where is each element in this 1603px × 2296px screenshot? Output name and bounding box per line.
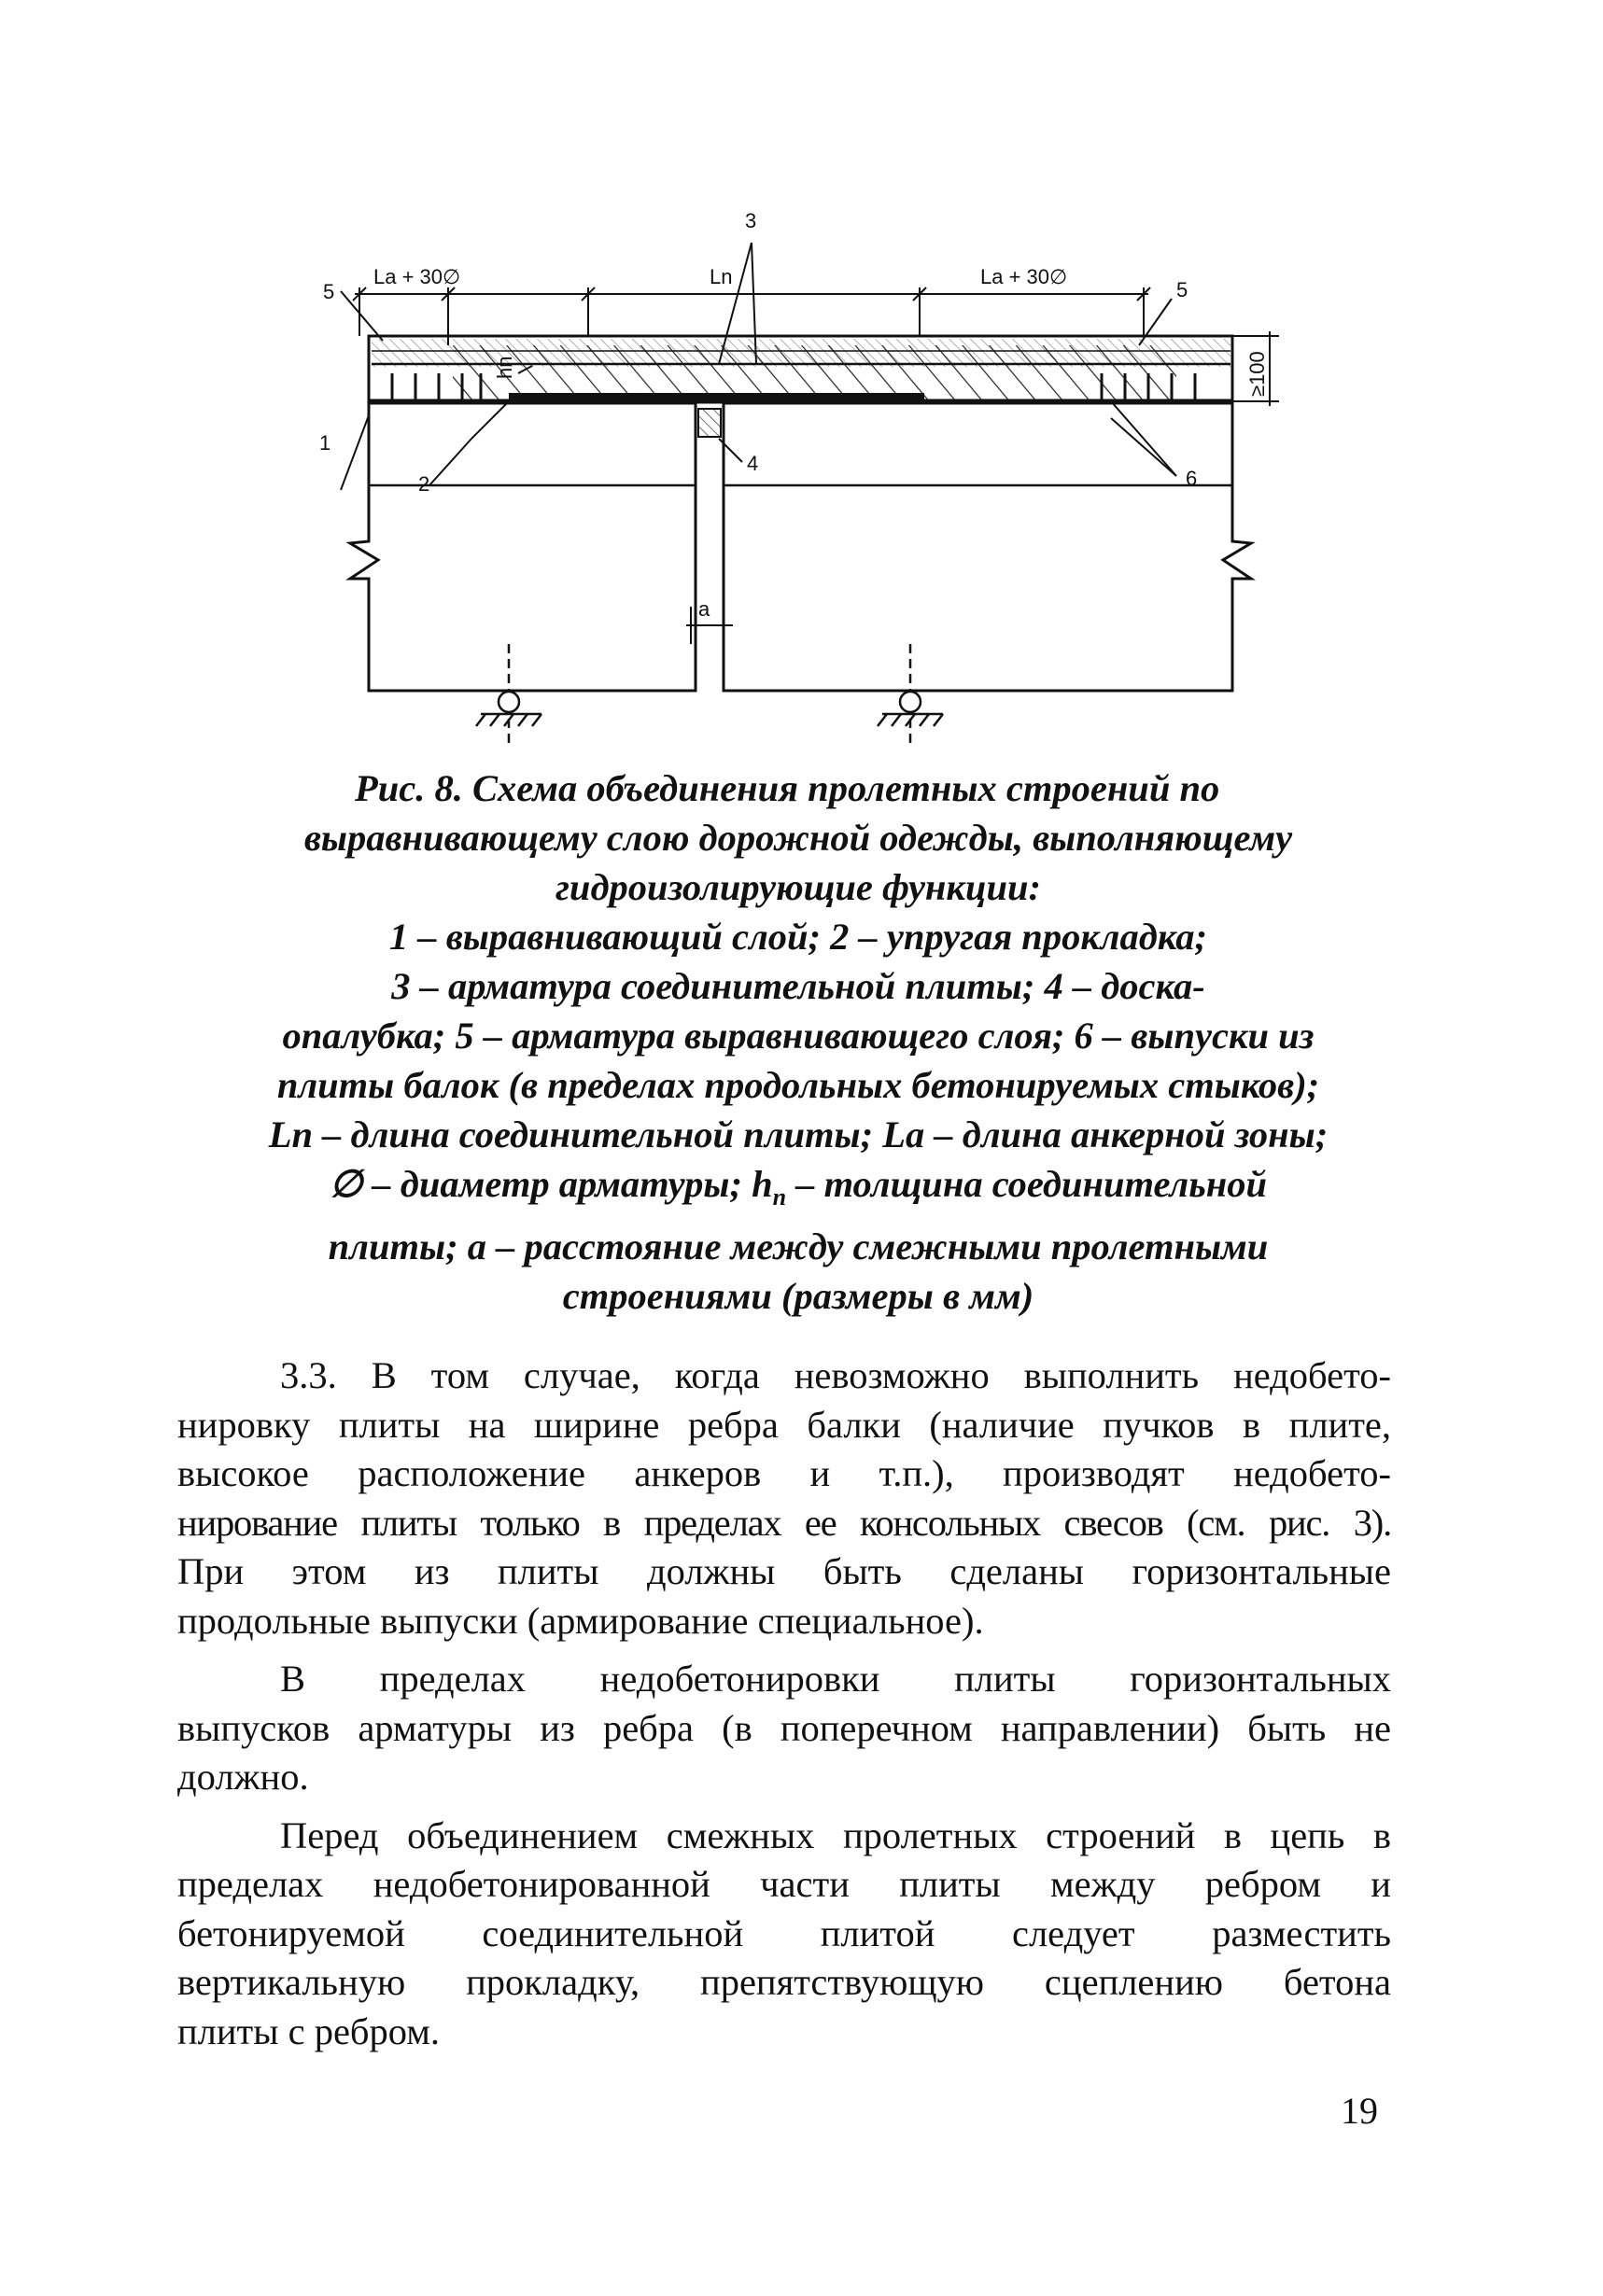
caption-line: плиты; а – расстояние между смежными пролетными	[328, 1225, 1269, 1268]
dimension-thickness: ≥100	[1245, 351, 1269, 397]
dimension-gap-a: a	[698, 597, 710, 621]
text-line: При этом из плиты должны быть сделаны горизонтальные	[177, 1550, 1391, 1592]
text-line: 3.3. В том случае, когда невозможно выполнить недобето-	[280, 1354, 1391, 1396]
paragraph-3	[177, 1812, 1391, 2057]
text-line: высокое расположение анкеров и т.п.), производят недобето-	[177, 1452, 1391, 1494]
callout-5-right: 5	[1176, 278, 1188, 301]
text-line: вертикальную прокладку, препятствующую сцеплению бетона	[177, 1961, 1391, 2003]
right-beam	[724, 403, 1251, 691]
figure-caption	[177, 763, 1419, 1321]
formwork-board	[698, 409, 721, 437]
text-line: бетонируемой соединительной плитой следует разместить	[177, 1911, 1391, 1954]
text-line: В пределах недобетонировки плиты горизонтальных	[280, 1658, 1391, 1700]
caption-text: ∅ – диаметр арматуры; h	[330, 1163, 773, 1205]
connecting-slab	[453, 345, 1176, 399]
caption-line: строениями (размеры в мм)	[562, 1275, 1034, 1318]
paragraph-1	[177, 1351, 1391, 1645]
text-line: нирование плиты только в пределах ее консольных свесов (см. рис. 3).	[177, 1501, 1391, 1544]
bridge-joint-diagram	[308, 205, 1288, 765]
text-line: нировку плиты на ширине ребра балки (наличие пучков в плите,	[177, 1403, 1391, 1446]
caption-line: 1 – выравнивающий слой; 2 – упругая прокладка;	[388, 916, 1208, 958]
dimension-la-left: La + 30∅	[373, 265, 461, 288]
caption-subscript: п	[772, 1183, 787, 1211]
caption-title: Рис. 8. Схема объединения пролетных строений по	[355, 767, 1220, 809]
caption-line: опалубка; 5 – арматура выравнивающего слоя; 6 – выпуски из	[282, 1015, 1315, 1057]
callout-5-left: 5	[323, 280, 335, 303]
text-line: Перед объединением смежных пролетных строений в цепь в	[280, 1813, 1391, 1856]
text-line: плиты с ребром.	[177, 2009, 441, 2052]
caption-line	[177, 1159, 1419, 1222]
callout-4: 4	[747, 452, 759, 475]
figure-8-diagram	[308, 205, 1288, 765]
caption-text: – толщина соединительной	[786, 1163, 1267, 1205]
text-line: выпусков арматуры из ребра (в поперечном направлении) быть не	[177, 1706, 1391, 1749]
dimension-ln: Ln	[710, 265, 733, 288]
page-number: 19	[1341, 2090, 1378, 2132]
text-line: продольные выпуски (армирование специальное).	[177, 1599, 984, 1642]
text-line: должно.	[177, 1756, 309, 1798]
caption-line: выравнивающему слою дорожной одежды, выполняющему	[303, 817, 1293, 859]
caption-line: Ln – длина соединительной плиты; La – длина анкерной зоны;	[268, 1113, 1329, 1155]
caption-line: 3 – арматура соединительной плиты; 4 – доска-	[391, 965, 1205, 1007]
callout-2: 2	[418, 472, 430, 496]
callout-1: 1	[319, 431, 331, 455]
body-text	[177, 1351, 1391, 2065]
dimension-hn: hn	[493, 356, 516, 379]
callout-3: 3	[745, 209, 757, 232]
caption-line: гидроизолирующие функции:	[555, 866, 1041, 908]
text-line: пределах недобетонированной части плиты между ребром и	[177, 1863, 1391, 1905]
dimension-la-right: La + 30∅	[980, 265, 1068, 288]
left-beam	[350, 403, 696, 691]
callout-6: 6	[1186, 467, 1198, 490]
caption-line: плиты балок (в пределах продольных бетонируемых стыков);	[276, 1064, 1320, 1106]
paragraph-2	[177, 1655, 1391, 1802]
